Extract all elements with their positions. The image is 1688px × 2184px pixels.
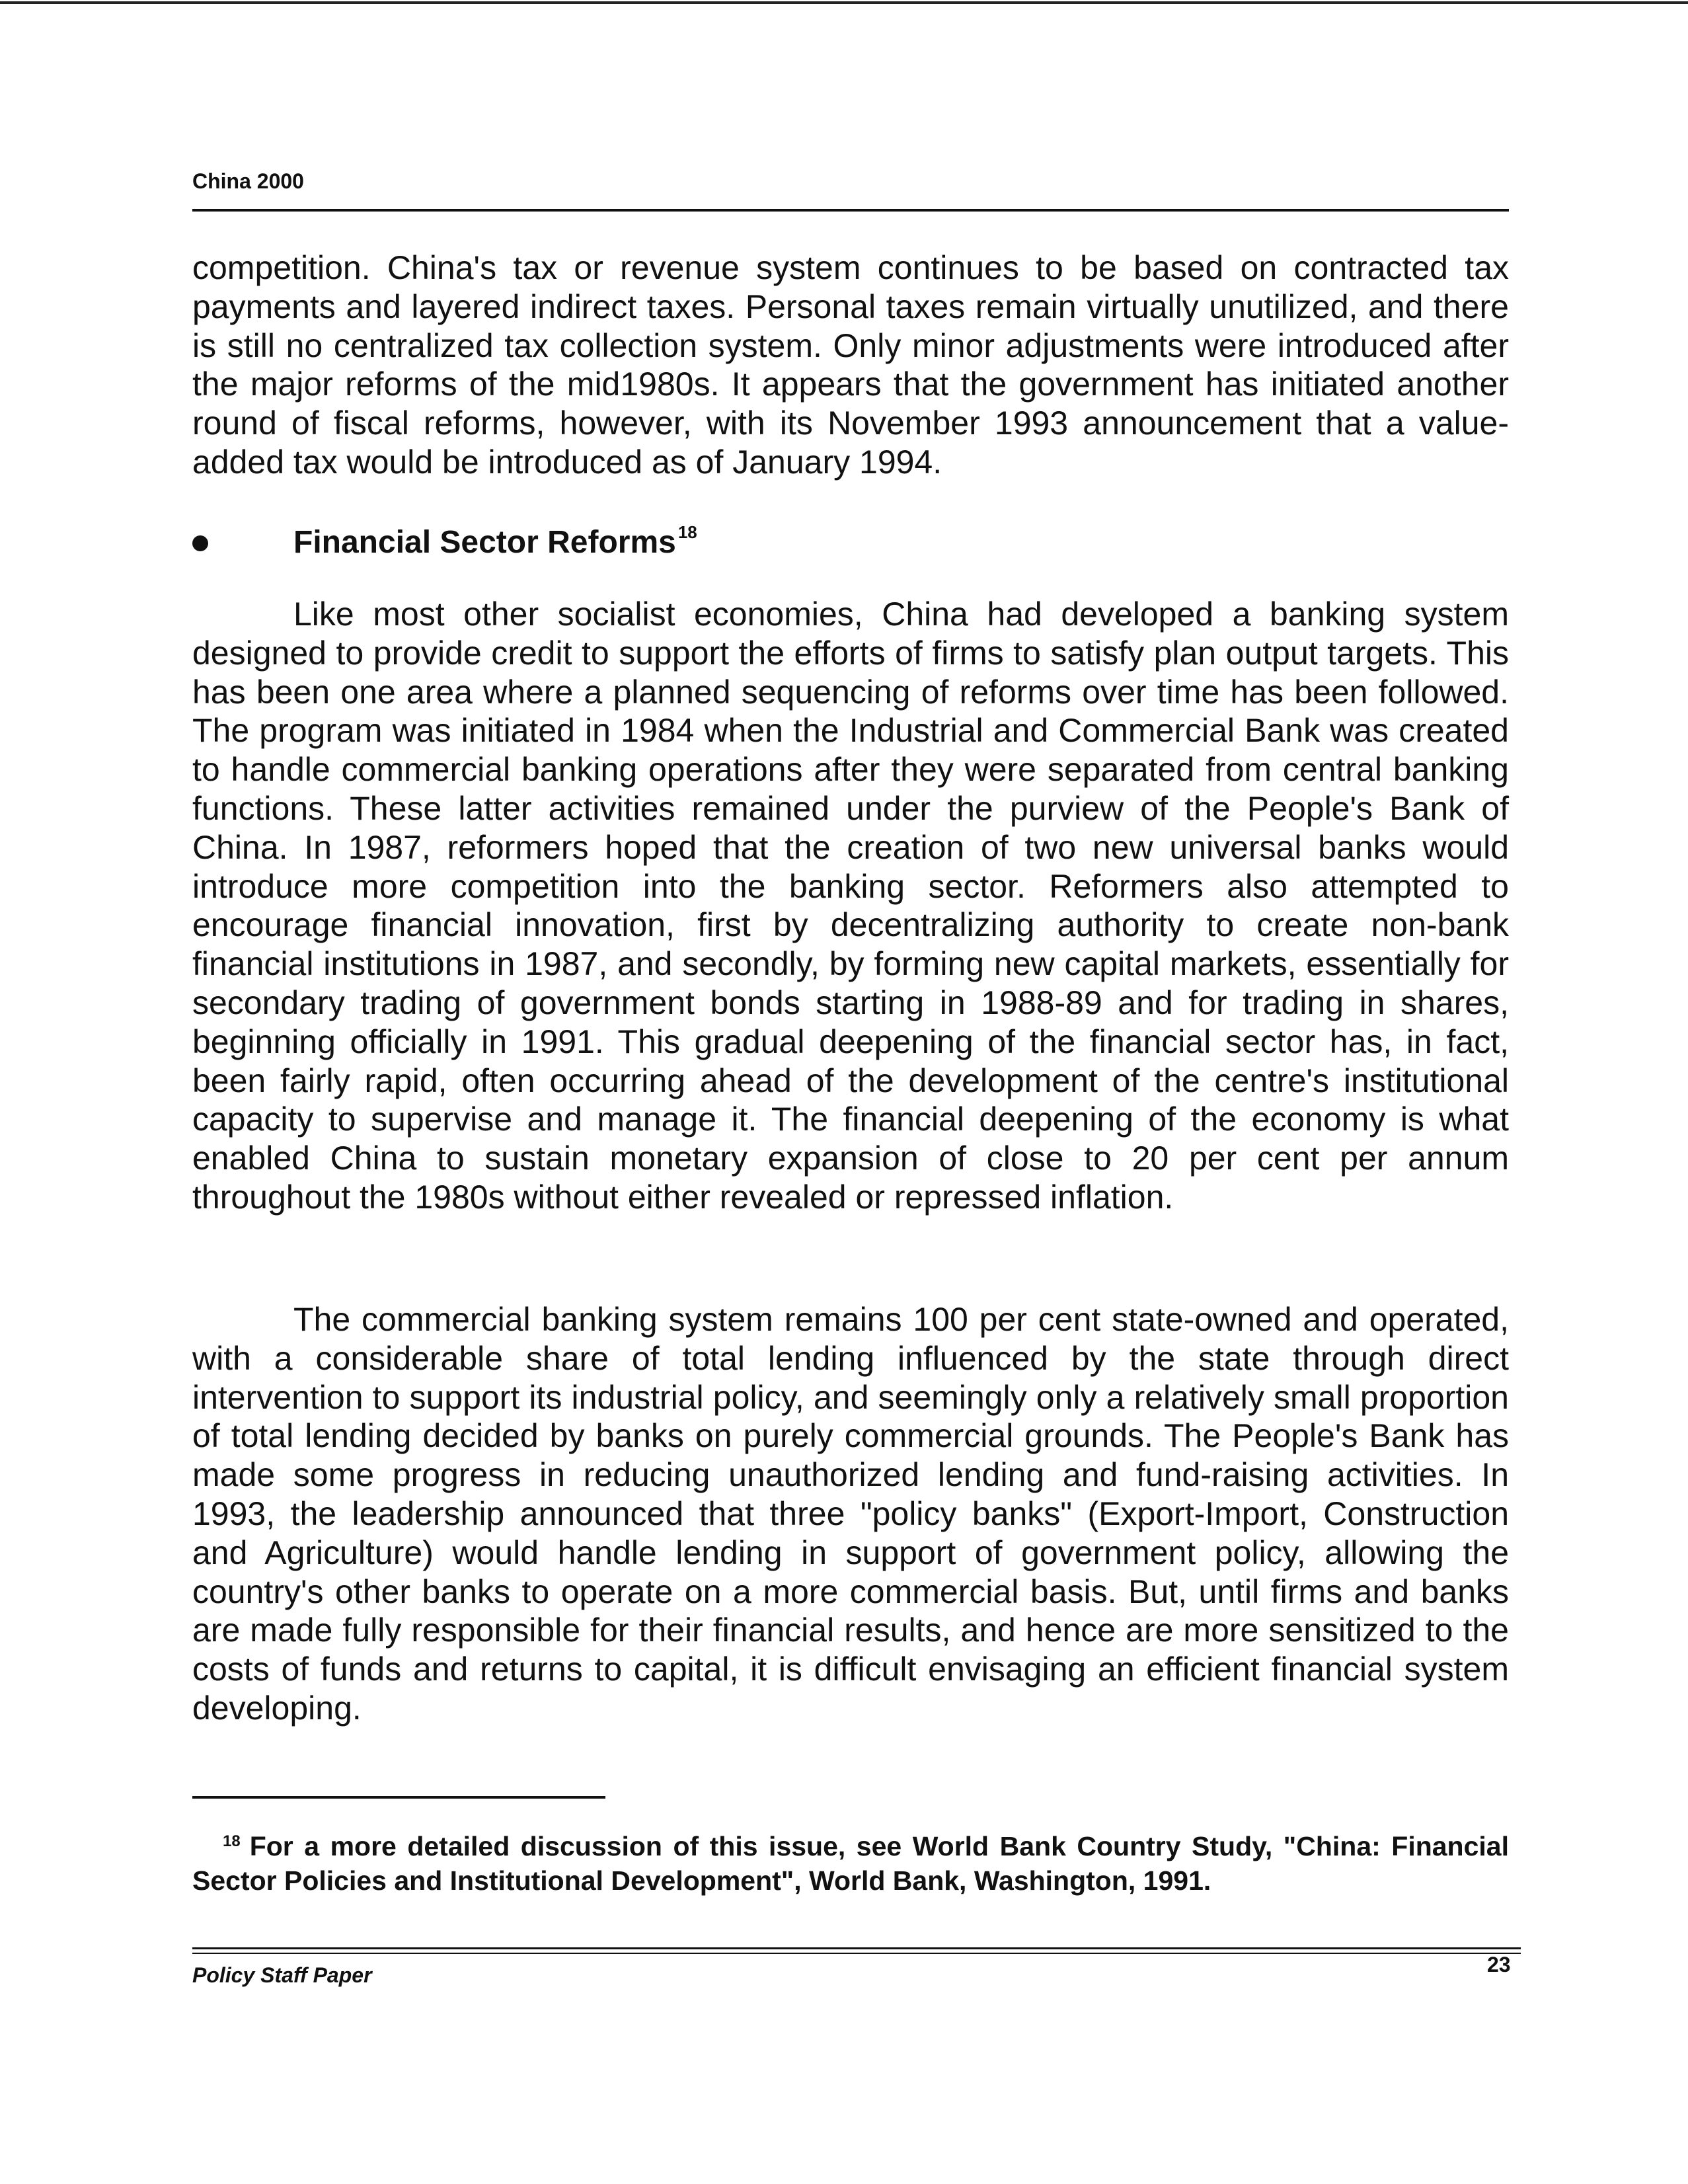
bullet-icon (192, 535, 208, 551)
footnote-mark: 18 (223, 1832, 241, 1850)
paragraph-banking-history: Like most other socialist economies, China had developed a banking system designed to provide credit to support the efforts of firms to satisfy plan output targets. This has been one area where a planned sequencing of reforms over time has been followed. The program was initiated in 1984 when the Industrial and Commercial Bank was created to handle commercial banking operations after they were separated from central banking functions. These latter activities remained under the purview of the People's Bank of China. In 1987, reformers hoped that the creation of two new universal banks would introduce more competition into the banking sector. Reformers also attempted to encourage financial innovation, first by decentralizing authority to create non-bank financial institutions in 1987, and secondly, by forming new capital markets, essentially for secondary trading of government bonds starting in 1988-89 and for trading in shares, beginning officially in 1991. This gradual deepening of the financial sector has, in fact, been fairly rapid, often occurring ahead of the development of the centre's institutional capacity to supervise and manage it. The financial deepening of the economy is what enabled China to sustain monetary expansion of close to 20 per cent per annum throughout the 1980s without either revealed or repressed inflation. (192, 596, 1509, 1216)
footer-rule-thin (192, 1953, 1521, 1954)
section-heading-title (293, 522, 697, 561)
section-heading-text: Financial Sector Reforms (293, 525, 676, 560)
running-header: China 2000 (192, 169, 304, 193)
footnote-text: For a more detailed discussion of this issue, see World Bank Country Study, "China: Financial Sector Policies and Institutional Development", World Bank, Washington, 1991. (192, 1831, 1509, 1896)
footnote (192, 1824, 1509, 1898)
paragraph-tax-system: competition. China's tax or revenue system continues to be based on contracted tax payments and layered indirect taxes. Personal taxes remain virtually unutilized, and there is still no centralized tax collection system. Only minor adjustments were introduced after the major reforms of the mid1980s. It appears that the government has initiated another round of fiscal reforms, however, with its November 1993 announcement that a value-added tax would be introduced as of January 1994. (192, 249, 1509, 481)
scan-edge-line (0, 1, 1688, 4)
header-rule (192, 209, 1509, 212)
page-number: 23 (1487, 1953, 1511, 1976)
footer-rule (192, 1947, 1521, 1949)
paragraph-commercial-banking: The commercial banking system remains 100 per cent state-owned and operated, with a considerable share of total lending influenced by the state through direct intervention to support its industrial policy, and seemingly only a relatively small proportion of total lending decided by banks on purely commercial grounds. The People's Bank has made some progress in reducing unauthorized lending and fund-raising activities. In 1993, the leadership announced that three "policy banks" (Export-Import, Construction and Agriculture) would handle lending in support of government policy, allowing the country's other banks to operate on a more commercial basis. But, until firms and banks are made fully responsible for their financial results, and hence are more sensitized to the costs of funds and returns to capital, it is difficult envisaging an efficient financial system developing. (192, 1301, 1509, 1727)
footnote-reference: 18 (677, 522, 697, 542)
footer-series-title: Policy Staff Paper (192, 1963, 372, 1987)
footnote-separator (192, 1796, 605, 1799)
